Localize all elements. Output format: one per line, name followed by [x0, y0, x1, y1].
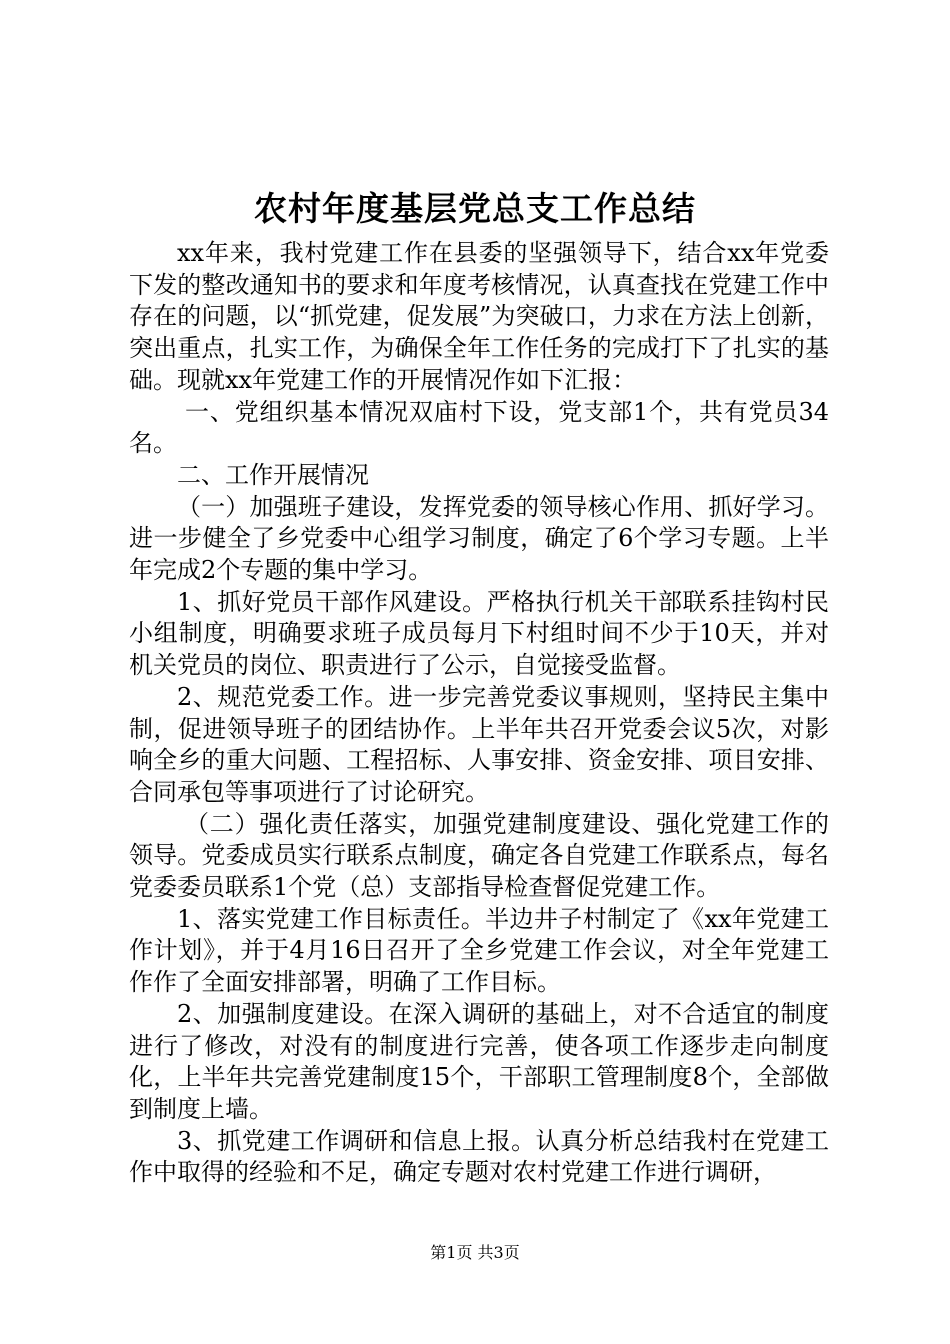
paragraph-subsection-1: （一）加强班子建设，发挥党委的领导核心作用、抓好学习。进一步健全了乡党委中心组学习制度，确定了6个学习专题。上半年完成2个专题的集中学习。: [129, 492, 829, 585]
page-footer: 第1页 共3页: [430, 1243, 520, 1262]
paragraph-intro: xx年来，我村党建工作在县委的坚强领导下，结合xx年党委下发的整改通知书的要求和年度考核情况，认真查找在党建工作中存在的问题，以“抓党建，促发展”为突破口，力求在方法上创新，突出重点，扎实工作，为确保全年工作任务的完成打下了扎实的基础。现就xx年党建工作的开展情况作如下汇报：: [129, 239, 829, 394]
paragraph-item-1-2: 2、规范党委工作。进一步完善党委议事规则，坚持民主集中制，促进领导班子的团结协作。上半年共召开党委会议5次，对影响全乡的重大问题、工程招标、人事安排、资金安排、项目安排、合同承包等事项进行了讨论研究。: [129, 682, 829, 806]
paragraph-item-2-3: 3、抓党建工作调研和信息上报。认真分析总结我村在党建工作中取得的经验和不足，确定专题对农村党建工作进行调研，: [129, 1126, 829, 1187]
paragraph-item-2-2: 2、加强制度建设。在深入调研的基础上，对不合适宜的制度进行了修改，对没有的制度进行完善，使各项工作逐步走向制度化，上半年共完善党建制度15个，干部职工管理制度8个，全部做到制度上墙。: [129, 999, 829, 1123]
paragraph-section-2-heading: 二、工作开展情况: [177, 460, 369, 489]
paragraph-section-1: 一、党组织基本情况双庙村下设，党支部1个，共有党员34名。: [129, 397, 829, 458]
paragraph-item-2-1: 1、落实党建工作目标责任。半边井子村制定了《xx年党建工作计划》，并于4月16日召开了全乡党建工作会议，对全年党建工作作了全面安排部署，明确了工作目标。: [129, 904, 829, 997]
document-title: 农村年度基层党总支工作总结: [254, 189, 696, 228]
paragraph-item-1-1: 1、抓好党员干部作风建设。严格执行机关干部联系挂钩村民小组制度，明确要求班子成员每月下村组时间不少于10天，并对机关党员的岗位、职责进行了公示，自觉接受监督。: [129, 587, 829, 680]
document-body: [129, 238, 829, 1189]
paragraph-subsection-2: （二）强化责任落实，加强党建制度建设、强化党建工作的领导。党委成员实行联系点制度，确定各自党建工作联系点，每名党委委员联系1个党（总）支部指导检查督促党建工作。: [129, 809, 829, 902]
